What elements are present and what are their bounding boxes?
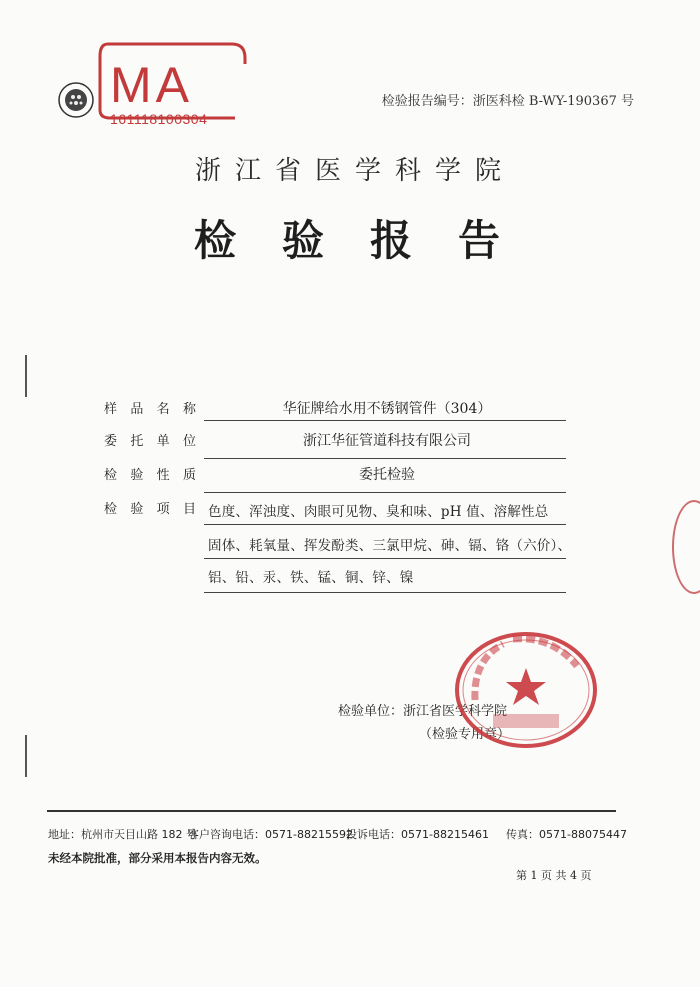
cma-number: 161118100304 (110, 111, 208, 127)
field-label-sample-name: 样品名称 (104, 402, 196, 417)
field-value-test-nature: 委托检验 (359, 467, 415, 483)
field-label-test-items: 检验项目 (104, 502, 196, 517)
field-underline (204, 558, 566, 559)
partial-seal-edge (672, 500, 700, 594)
issuer-label: 检验单位：浙江省医学科学院 (338, 704, 508, 719)
field-underline (204, 492, 566, 493)
footer-divider (47, 810, 616, 812)
field-underline (204, 458, 566, 459)
field-underline (204, 524, 566, 525)
issuer-sub: （检验专用章） (419, 727, 511, 742)
footer-complaint-phone: 投诉电话：0571-88215461 (346, 828, 489, 841)
footer-notice: 未经本院批准，部分采用本报告内容无效。 (48, 851, 267, 865)
official-seal (453, 630, 599, 750)
institute-name: 浙江省医学科学院 (194, 156, 515, 186)
field-value-client: 浙江华征管道科技有限公司 (303, 433, 471, 449)
field-label-client: 委托单位 (104, 434, 196, 449)
test-items-line: 色度、浑浊度、肉眼可见物、臭和味、pH 值、溶解性总 (208, 504, 549, 520)
edge-mark (25, 735, 27, 777)
report-number-label: 检验报告编号： (381, 94, 473, 109)
report-number: 浙医科检 B-WY-190367 号 (472, 94, 634, 109)
field-underline (204, 592, 566, 593)
footer-contact (48, 826, 627, 842)
edge-mark (25, 355, 27, 397)
footer-consult-phone: 客户咨询电话：0571-88215592 (188, 828, 353, 841)
field-value-sample-name: 华征牌给水用不锈钢管件（304） (282, 401, 492, 417)
test-items-line: 固体、耗氧量、挥发酚类、三氯甲烷、砷、镉、铬（六价）、 (208, 538, 572, 554)
page-indicator: 第 1 页 共 4 页 (516, 869, 592, 882)
report-number-line (382, 90, 634, 109)
field-label-test-nature: 检验性质 (104, 468, 196, 483)
footer-address: 地址：杭州市天目山路 182 号 (48, 828, 197, 841)
report-title: 检验报告 (193, 216, 546, 265)
footer-fax: 传真：0571-88075447 (506, 828, 627, 841)
svg-text:MA: MA (110, 57, 193, 113)
field-underline (204, 420, 566, 421)
test-items-line: 铝、铅、汞、铁、锰、铜、锌、镍 (208, 570, 414, 586)
